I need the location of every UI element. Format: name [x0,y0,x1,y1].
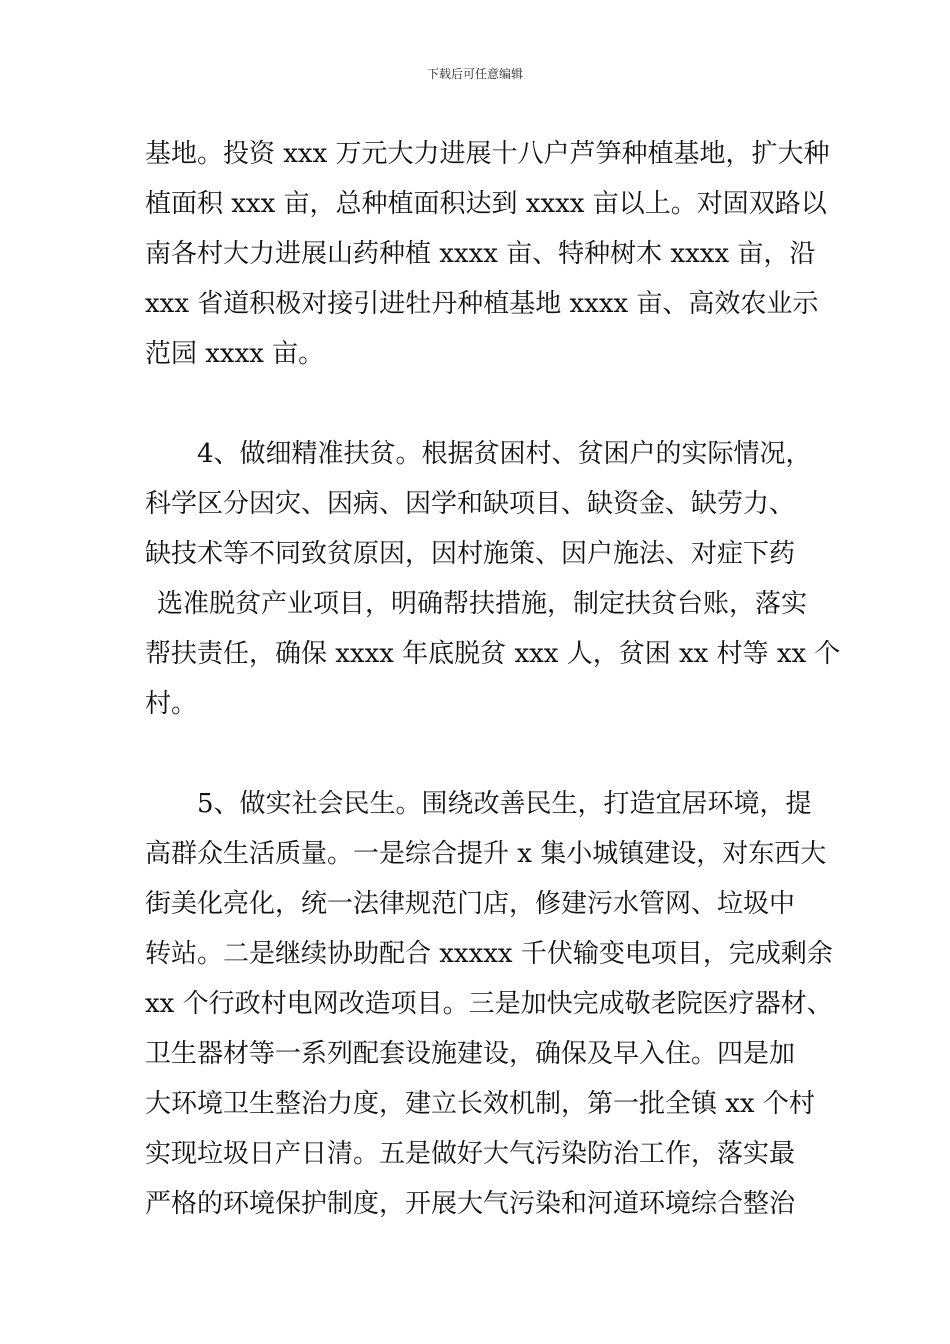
text-line: 缺技术等不同致贫原因，因村施策、因户施法、对症下药 [145,539,796,569]
text-line: 帮扶责任，确保 xxxx 年底脱贫 xxx 人，贫困 xx 村等 xx 个 [145,639,841,669]
document-body [145,129,841,1229]
paragraph-agriculture-base [145,129,830,379]
text-line: 村。 [145,689,198,719]
paragraph-social-livelihood [145,779,833,1229]
text-line: xx 个行政村电网改造项目。三是加快完成敬老院医疗器材、 [145,989,833,1019]
text-line: 严格的环境保护制度，开展大气污染和河道环境综合整治 [145,1189,796,1219]
text-line: xxx 省道积极对接引进牡丹种植基地 xxxx 亩、高效农业示 [145,289,819,319]
paragraph-gap [145,729,825,779]
paragraph-poverty-alleviation [145,429,841,729]
text-line: 植面积 xxx 亩，总种植面积达到 xxxx 亩以上。对固双路以 [145,189,827,219]
text-line: 选准脱贫产业项目，明确帮扶措施，制定扶贫台账，落实 [157,589,808,619]
text-line: 范园 xxxx 亩。 [145,339,325,369]
text-line: 实现垃圾日产日清。五是做好大气污染防治工作，落实最 [145,1139,796,1169]
page-header: 下载后可任意编辑 [426,67,523,81]
text-line: 大环境卫生整治力度，建立长效机制，第一批全镇 xx 个村 [145,1089,815,1119]
text-line: 卫生器材等一系列配套设施建设，确保及早入住。四是加 [145,1039,796,1069]
text-line: 基地。投资 xxx 万元大力进展十八户芦笋种植基地，扩大种 [145,139,830,169]
text-line: 街美化亮化，统一法律规范门店，修建污水管网、垃圾中 [145,889,796,919]
text-line: 转站。二是继续协助配合 xxxxx 千伏输变电项目，完成剩余 [145,939,833,969]
paragraph-gap [145,379,825,429]
text-line: 高群众生活质量。一是综合提升 x 集小城镇建设，对东西大 [145,839,827,869]
text-line: 4、做细精准扶贫。根据贫困村、贫困户的实际情况， [197,439,812,469]
text-line: 南各村大力进展山药种植 xxxx 亩、特种树木 xxxx 亩，沿 [145,239,816,269]
text-line: 科学区分因灾、因病、因学和缺项目、缺资金、缺劳力、 [145,489,796,519]
text-line: 5、做实社会民生。围绕改善民生，打造宜居环境，提 [197,789,812,819]
